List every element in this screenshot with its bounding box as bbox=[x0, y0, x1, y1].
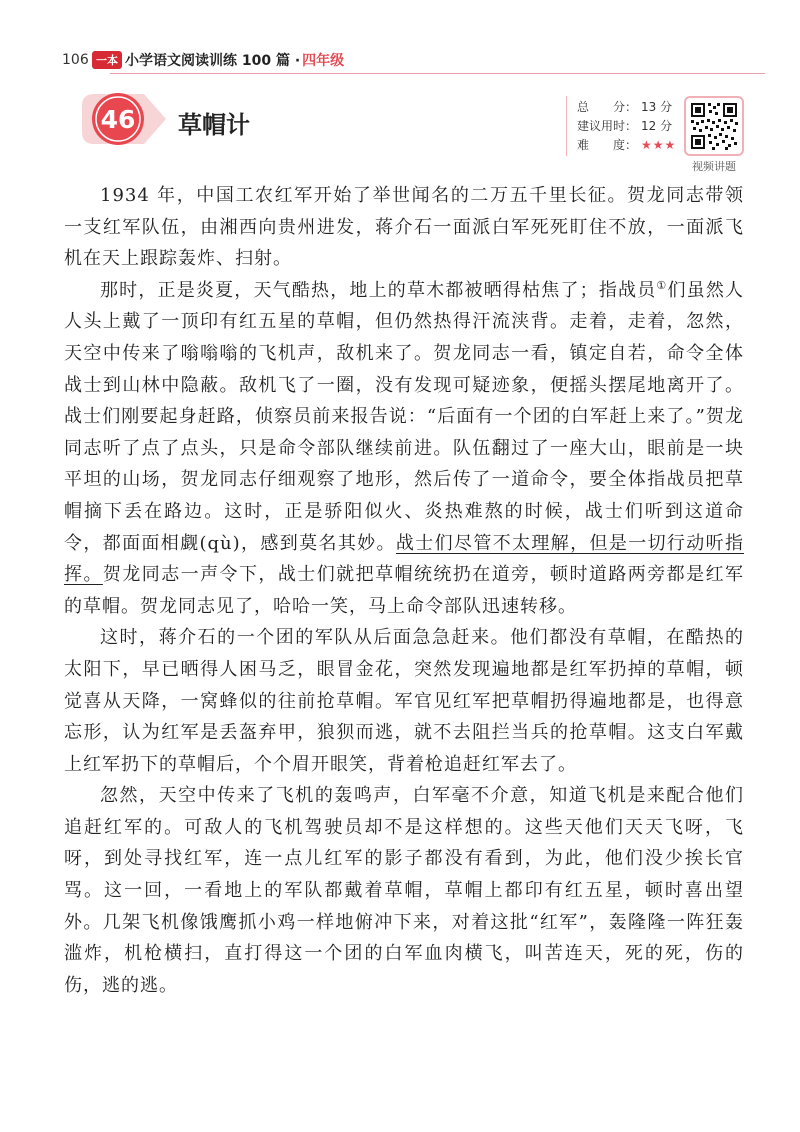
paragraph-3: 这时，蒋介石的一个团的军队从后面急急赶来。他们都没有草帽，在酷热的太阳下，早已晒得人困马乏，眼冒金花，突然发现遍地都是红军扔掉的草帽，顿觉喜从天降，一窝蜂似的往前抢草帽。军官见红军把草帽扔得遍地都是，也得意忘形，认为红军是丢盔弃甲，狼狈而逃，就不去阻拦当兵的抢草帽。这支白军戴上红军扔下的草帽后，个个眉开眼笑，背着枪追赶红军去了。 bbox=[64, 627, 744, 775]
lesson-info-box bbox=[566, 96, 679, 156]
qr-code-icon bbox=[688, 100, 740, 152]
grade-label: 四年级 bbox=[302, 53, 345, 69]
paragraph-1: 1934 年，中国工农红军开始了举世闻名的二万五千里长征。贺龙同志带领一支红军队伍，由湘西向贵州进发，蒋介石一面派白军死死盯住不放，一面派飞机在天上跟踪轰炸、扫射。 bbox=[64, 185, 744, 270]
difficulty-row bbox=[577, 136, 676, 153]
suggested-time-value: 12 分 bbox=[641, 119, 673, 133]
suggested-time-label: 建议用时： bbox=[577, 119, 638, 133]
paragraph-4: 忽然，天空中传来了飞机的轰鸣声，白军毫不介意，知道飞机是来配合他们追赶红军的。可敌人的飞机驾驶员却不是这样想的。这些天他们天天飞呀，飞呀，到处寻找红军，连一点儿红军的影子都没有看到，为此，他们没少挨长官骂。这一回，一看地上的军队都戴着草帽，草帽上都印有红五星，顿时喜出望外。几架飞机像饿鹰抓小鸡一样地俯冲下来，对着这批“红军”，轰隆隆一阵狂轰滥炸，机枪横扫，直打得这一个团的白军血肉横飞，叫苦连天，死的死，伤的伤，逃的逃。 bbox=[64, 785, 744, 996]
page-header bbox=[62, 48, 344, 72]
difficulty-label: 难 度： bbox=[577, 138, 638, 152]
header-divider bbox=[110, 73, 765, 74]
suggested-time-row bbox=[577, 117, 672, 134]
paragraph-2-part-b: 们虽然人人头上戴了一顶印有红五星的草帽，但仍然热得汗流浃背。走着，走着，忽然，天空中传来了嗡嗡嗡的飞机声，敌机来了。贺龙同志一看，镇定自若，命令全体战士到山林中隐蔽。敌机飞了一圈，没有发现可疑迹象，便摇头摆尾地离开了。战士们刚要起身赶路，侦察员前来报告说：“后面有一个团的白军赶上来了。”贺龙同志听了点了点头，只是命令部队继续前进。队伍翻过了一座大山，眼前是一块平坦的山场，贺龙同志仔细观察了地形，然后传了一道命令，要全体指战员把草帽摘下丢在路边。这时，正是骄阳似火、炎热难熬的时候，战士们听到这道命令，都面面相觑(qù)，感到莫名其妙。 bbox=[64, 279, 745, 554]
difficulty-stars: ★★★ bbox=[641, 138, 677, 152]
paragraph-2 bbox=[64, 275, 744, 623]
paragraph-2-part-a: 那时，正是炎夏，天气酷热，地上的草木都被晒得枯焦了；指战员 bbox=[100, 279, 657, 301]
page-number: 106 bbox=[62, 52, 89, 68]
footnote-marker: ① bbox=[656, 278, 668, 292]
lesson-number: 46 bbox=[100, 105, 136, 134]
video-caption: 视频讲题 bbox=[692, 160, 736, 173]
brand-logo: 一本 bbox=[92, 51, 122, 69]
video-qr-code[interactable] bbox=[684, 96, 744, 156]
total-score-label: 总 分： bbox=[577, 100, 638, 114]
lesson-number-badge bbox=[80, 90, 170, 148]
paragraph-2-part-c: 贺龙同志一声令下，战士们就把草帽统统扔在道旁，顿时道路两旁都是红军的草帽。贺龙同志见了，哈哈一笑，马上命令部队迅速转移。 bbox=[64, 564, 745, 617]
lesson-title: 草帽计 bbox=[178, 111, 250, 139]
total-score-value: 13 分 bbox=[641, 100, 673, 114]
article-body bbox=[64, 180, 744, 1001]
total-score-row bbox=[577, 98, 672, 115]
underlined-sentence: 战士们尽管不太理解，但是一切行动听指挥。 bbox=[64, 532, 744, 586]
series-title: 小学语文阅读训练 100 篇 · bbox=[125, 53, 301, 69]
